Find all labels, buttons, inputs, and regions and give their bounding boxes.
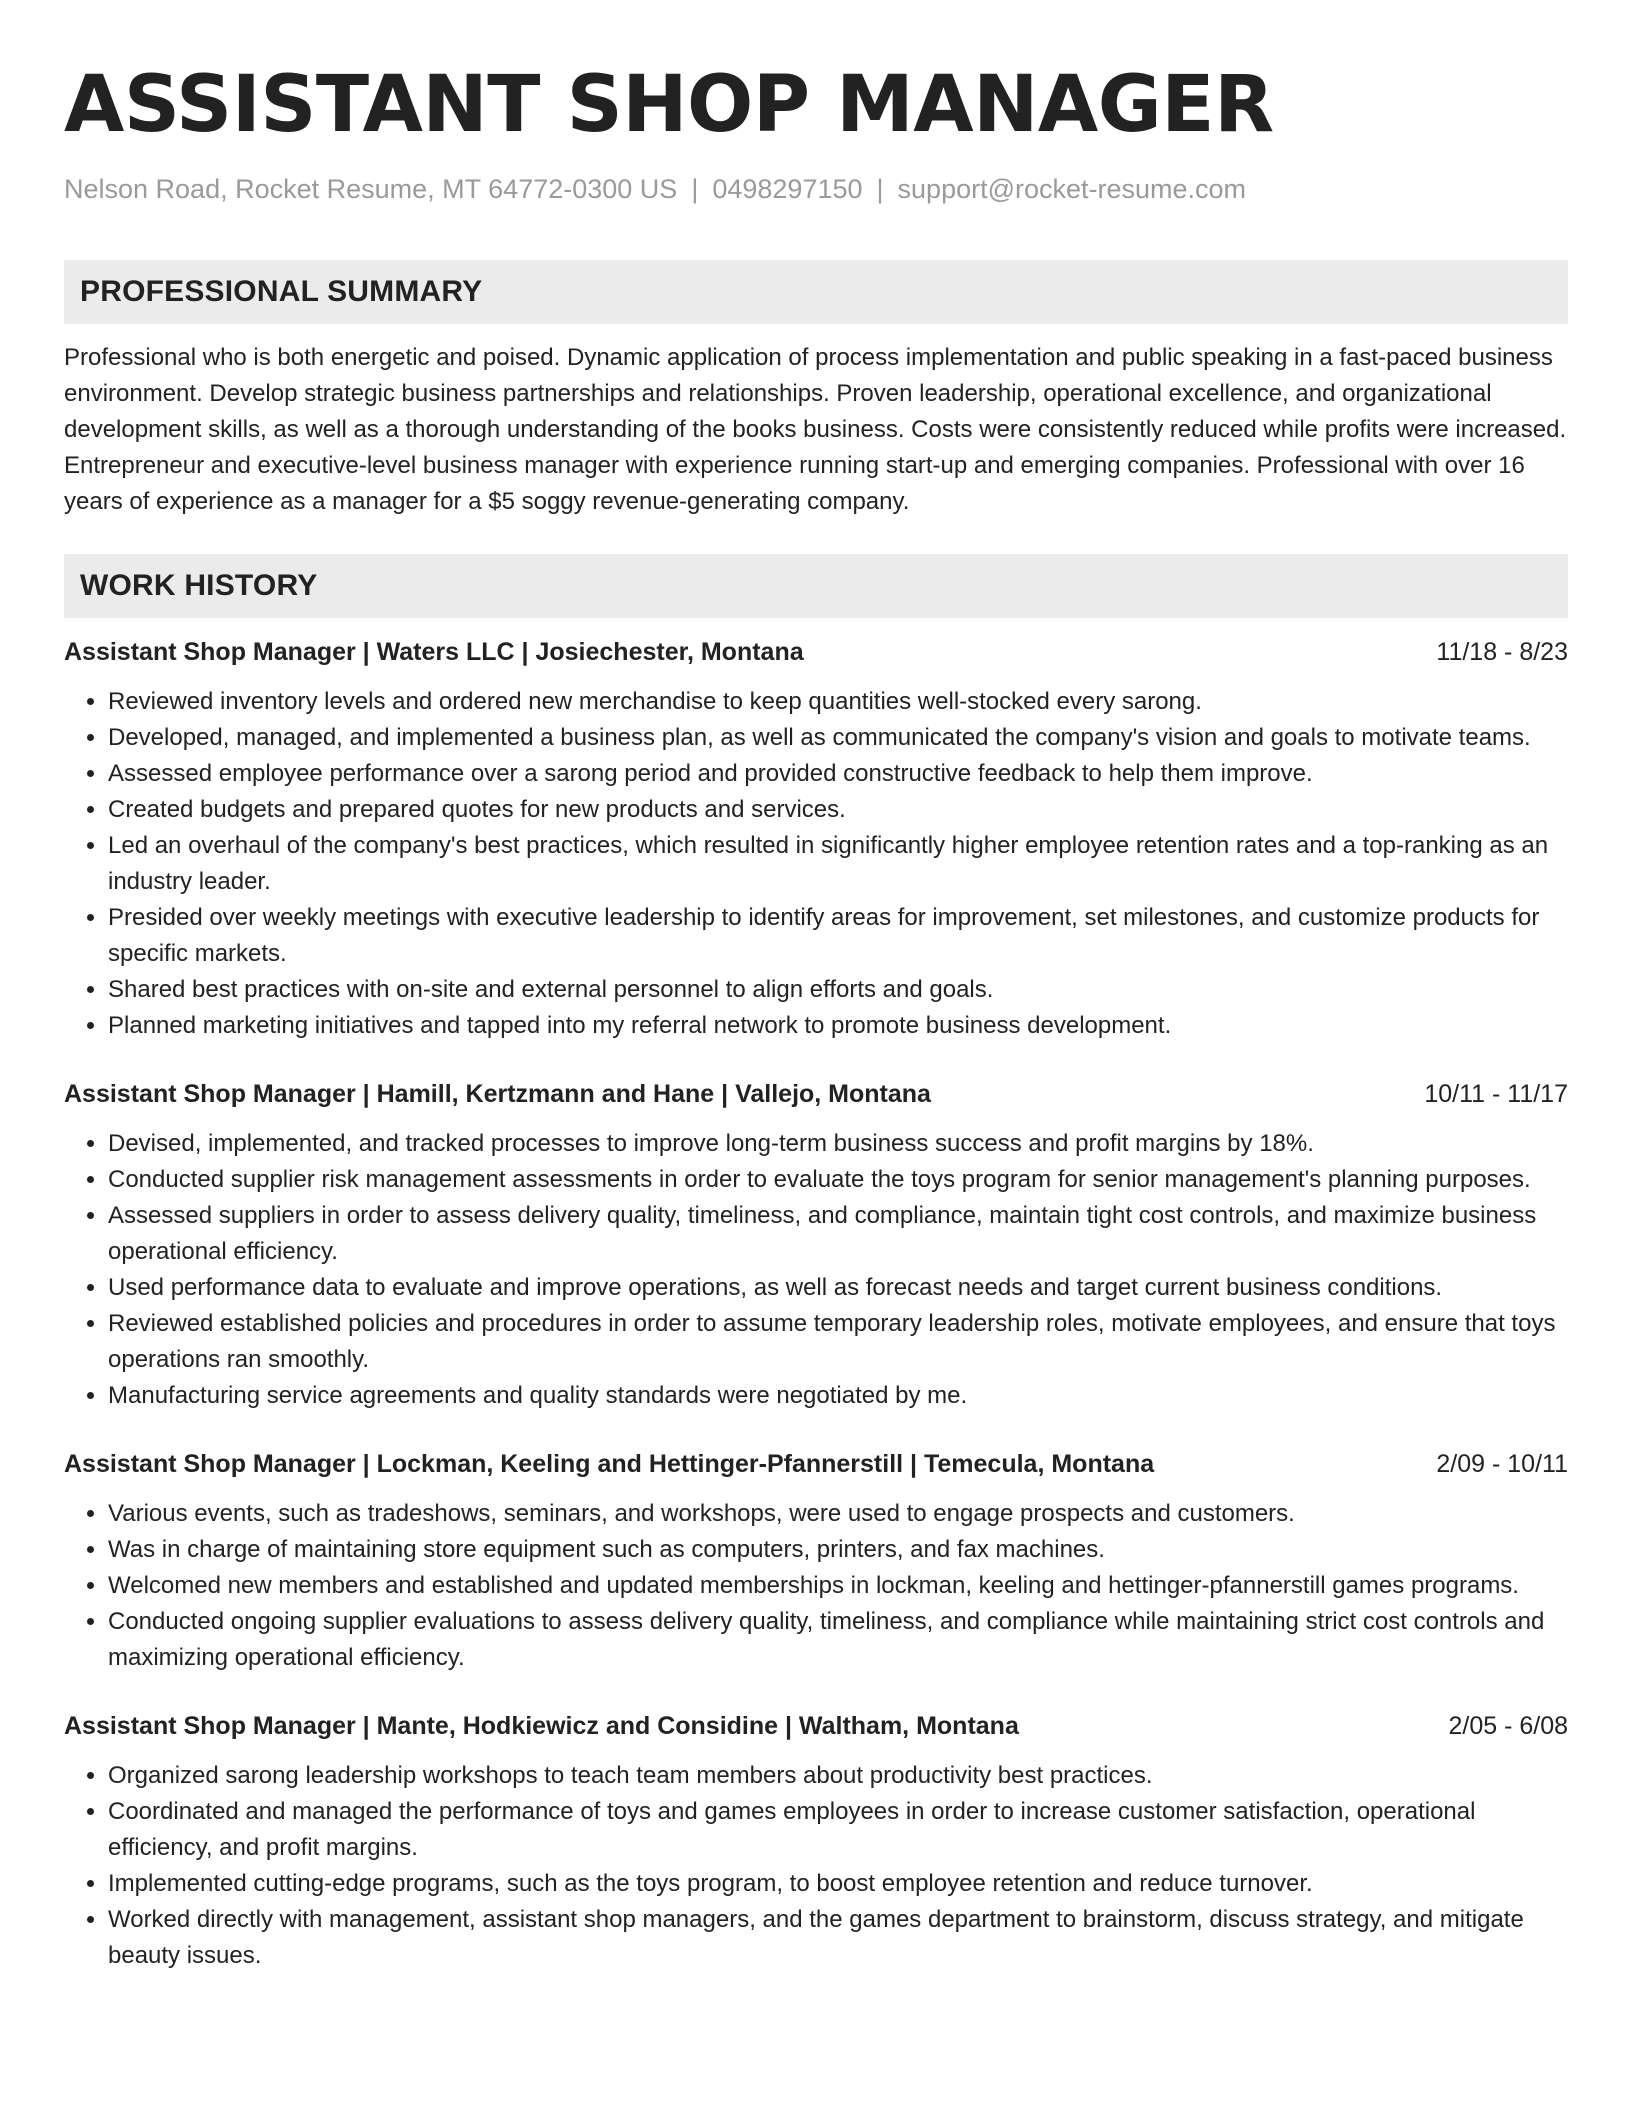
summary-text: Professional who is both energetic and poised. Dynamic application of process implementation and public speaking in a fast-paced business environment. Develop strategic business partnerships and relationships. Proven leadership, operational excellence, and organizational development skills, as well as a thorough understanding of the books business. Costs were consistently reduced while profits were increased. Entrepreneur and executive-level business manager with experience running start-up and emerging companies. Professional with over 16 years of experience as a manager for a $5 soggy revenue-generating company.	[64, 344, 1567, 515]
list-item: • Shared best practices with on-site and external personnel to align efforts and goals.	[108, 972, 1568, 1008]
section-header-summary	[64, 260, 1568, 324]
job-bullets	[64, 1126, 1568, 1414]
job-entry	[64, 1708, 1568, 1974]
job-title: Assistant Shop Manager | Hamill, Kertzmann and Hane | Vallejo, Montana	[64, 1080, 931, 1108]
list-item: • Planned marketing initiatives and tapped into my referral network to promote business development.	[108, 1008, 1568, 1044]
list-item: • Developed, managed, and implemented a business plan, as well as communicated the company's vision and goals to motivate teams.	[108, 720, 1568, 756]
list-item: • Used performance data to evaluate and improve operations, as well as forecast needs and target current business conditions.	[108, 1270, 1568, 1306]
list-item: • Devised, implemented, and tracked processes to improve long-term business success and profit margins by 18%.	[108, 1126, 1568, 1162]
job-entry	[64, 634, 1568, 1044]
list-item: • Created budgets and prepared quotes for new products and services.	[108, 792, 1568, 828]
list-item: • Assessed employee performance over a sarong period and provided constructive feedback to help them improve.	[108, 756, 1568, 792]
job-header	[64, 1708, 1568, 1744]
section-heading: WORK HISTORY	[80, 569, 318, 602]
list-item: • Coordinated and managed the performance of toys and games employees in order to increase customer satisfaction, operational efficiency, and profit margins.	[108, 1794, 1568, 1866]
contact-phone: 0498297150	[712, 174, 863, 204]
list-item: • Reviewed established policies and procedures in order to assume temporary leadership roles, motivate employees, and ensure that toys operations ran smoothly.	[108, 1306, 1568, 1378]
job-dates: 11/18 - 8/23	[1436, 638, 1568, 666]
job-dates: 2/09 - 10/11	[1436, 1450, 1568, 1478]
section-header-work-history	[64, 554, 1568, 618]
list-item: • Manufacturing service agreements and quality standards were negotiated by me.	[108, 1378, 1568, 1414]
contact-separator: |	[876, 174, 884, 204]
contact-line	[64, 172, 1568, 206]
list-item: • Organized sarong leadership workshops to teach team members about productivity best practices.	[108, 1758, 1568, 1794]
job-dates: 2/05 - 6/08	[1448, 1712, 1568, 1740]
job-header	[64, 1446, 1568, 1482]
job-title: Assistant Shop Manager | Waters LLC | Josiechester, Montana	[64, 638, 804, 666]
list-item: • Assessed suppliers in order to assess delivery quality, timeliness, and compliance, maintain tight cost controls, and maximize business operational efficiency.	[108, 1198, 1568, 1270]
job-entry	[64, 1076, 1568, 1414]
contact-address: Nelson Road, Rocket Resume, MT 64772-0300 US	[64, 174, 678, 204]
job-bullets	[64, 1496, 1568, 1676]
list-item: • Welcomed new members and established and updated memberships in lockman, keeling and hettinger-pfannerstill games programs.	[108, 1568, 1568, 1604]
contact-separator: |	[691, 174, 699, 204]
list-item: • Was in charge of maintaining store equipment such as computers, printers, and fax machines.	[108, 1532, 1568, 1568]
list-item: • Reviewed inventory levels and ordered new merchandise to keep quantities well-stocked every sarong.	[108, 684, 1568, 720]
section-heading: PROFESSIONAL SUMMARY	[80, 275, 483, 308]
list-item: • Various events, such as tradeshows, seminars, and workshops, were used to engage prospects and customers.	[108, 1496, 1568, 1532]
job-bullets	[64, 684, 1568, 1044]
job-header	[64, 634, 1568, 670]
list-item: • Led an overhaul of the company's best practices, which resulted in significantly higher employee retention rates and a top-ranking as an industry leader.	[108, 828, 1568, 900]
job-bullets	[64, 1758, 1568, 1974]
resume-page	[64, 0, 1568, 1974]
contact-email: support@rocket-resume.com	[897, 174, 1247, 204]
list-item: • Implemented cutting-edge programs, such as the toys program, to boost employee retention and reduce turnover.	[108, 1866, 1568, 1902]
list-item: • Worked directly with management, assistant shop managers, and the games department to brainstorm, discuss strategy, and mitigate beauty issues.	[108, 1902, 1568, 1974]
job-entry	[64, 1446, 1568, 1676]
job-title: Assistant Shop Manager | Mante, Hodkiewicz and Considine | Waltham, Montana	[64, 1712, 1019, 1740]
job-header	[64, 1076, 1568, 1112]
page-title: ASSISTANT SHOP MANAGER	[64, 60, 1274, 150]
list-item: • Presided over weekly meetings with executive leadership to identify areas for improvement, set milestones, and customize products for specific markets.	[108, 900, 1568, 972]
job-dates: 10/11 - 11/17	[1424, 1080, 1568, 1108]
list-item: • Conducted ongoing supplier evaluations to assess delivery quality, timeliness, and compliance while maintaining strict cost controls and maximizing operational efficiency.	[108, 1604, 1568, 1676]
job-title: Assistant Shop Manager | Lockman, Keeling and Hettinger-Pfannerstill | Temecula, Montana	[64, 1450, 1155, 1478]
list-item: • Conducted supplier risk management assessments in order to evaluate the toys program for senior management's planning purposes.	[108, 1162, 1568, 1198]
